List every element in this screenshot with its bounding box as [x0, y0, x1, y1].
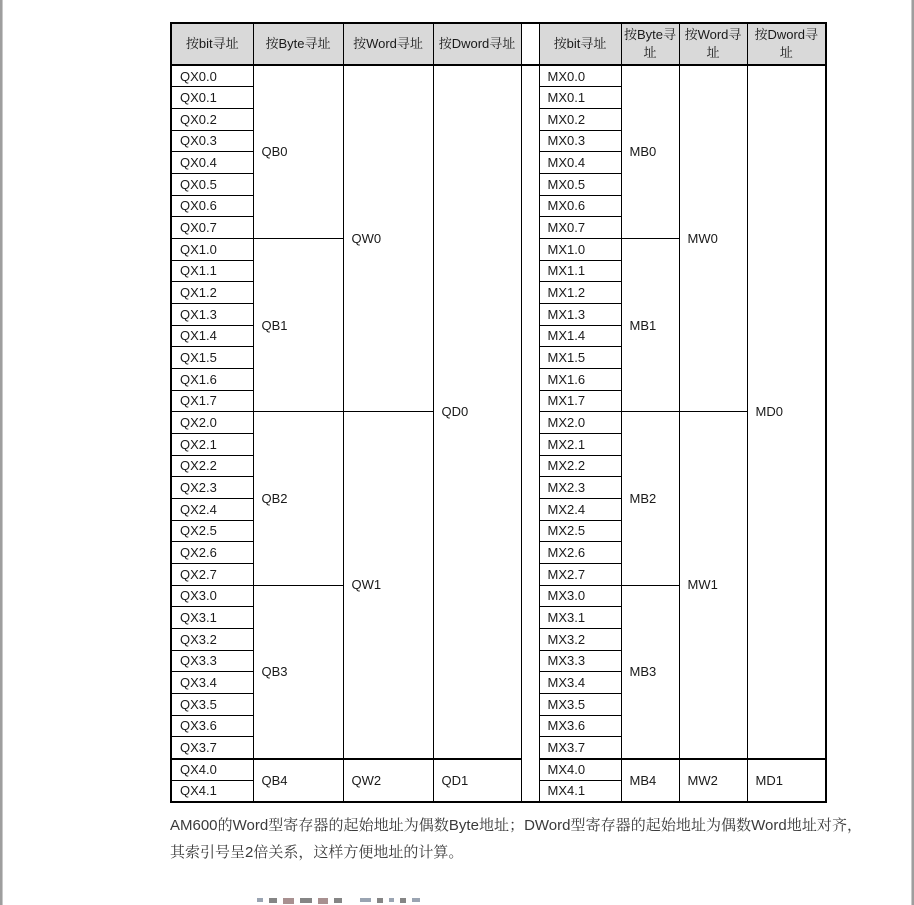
- bit-cell: QX1.2: [171, 282, 253, 304]
- dword-cell: QD0: [433, 65, 521, 759]
- bit-cell: QX4.0: [171, 759, 253, 781]
- bit-cell: MX1.2: [539, 282, 621, 304]
- bit-cell: MX3.0: [539, 585, 621, 607]
- bit-cell: MX1.1: [539, 260, 621, 282]
- clipped-glyph-fragment: [300, 898, 312, 903]
- bit-cell: MX2.5: [539, 520, 621, 542]
- bit-cell: QX1.5: [171, 347, 253, 369]
- bit-cell: QX3.4: [171, 672, 253, 694]
- bit-cell: MX2.6: [539, 542, 621, 564]
- clipped-glyph-fragment: [412, 898, 420, 902]
- bit-cell: MX2.0: [539, 412, 621, 434]
- word-cell: QW2: [343, 759, 433, 802]
- table-body: [171, 65, 826, 802]
- byte-cell: QB1: [253, 238, 343, 411]
- clipped-glyph-fragment: [318, 898, 328, 904]
- bit-cell: QX0.0: [171, 65, 253, 87]
- bit-cell: MX3.3: [539, 650, 621, 672]
- byte-cell: QB2: [253, 412, 343, 585]
- bit-cell: QX0.3: [171, 130, 253, 152]
- clipped-glyph-fragment: [283, 898, 294, 904]
- dword-cell: QD1: [433, 759, 521, 802]
- column-header: 按bit寻址: [171, 23, 253, 65]
- bit-cell: QX1.1: [171, 260, 253, 282]
- bit-cell: QX0.4: [171, 152, 253, 174]
- bit-cell: QX1.0: [171, 238, 253, 260]
- bit-cell: MX3.2: [539, 628, 621, 650]
- bit-cell: QX2.3: [171, 477, 253, 499]
- bit-cell: QX3.1: [171, 607, 253, 629]
- word-cell: QW1: [343, 412, 433, 759]
- word-cell: MW1: [679, 412, 747, 759]
- clipped-glyph-fragment: [377, 898, 383, 903]
- byte-cell: MB0: [621, 65, 679, 238]
- bit-cell: QX0.6: [171, 195, 253, 217]
- clipped-glyph-fragment: [360, 898, 371, 902]
- bit-cell: MX1.7: [539, 390, 621, 412]
- bit-cell: MX1.3: [539, 303, 621, 325]
- bit-cell: MX1.6: [539, 368, 621, 390]
- bit-cell: QX0.7: [171, 217, 253, 239]
- bit-cell: MX2.1: [539, 433, 621, 455]
- bit-cell: QX0.1: [171, 87, 253, 109]
- clipped-bottom-text: [257, 898, 426, 905]
- dword-cell: MD1: [747, 759, 826, 802]
- bit-cell: MX0.4: [539, 152, 621, 174]
- clipped-glyph-fragment: [334, 898, 342, 903]
- clipped-glyph-fragment: [389, 898, 394, 902]
- column-header: 按Byte寻址: [253, 23, 343, 65]
- column-header: 按bit寻址: [539, 23, 621, 65]
- column-header: 按Word寻址: [343, 23, 433, 65]
- word-cell: MW0: [679, 65, 747, 412]
- bit-cell: MX2.2: [539, 455, 621, 477]
- bit-cell: QX1.4: [171, 325, 253, 347]
- bit-cell: MX0.5: [539, 173, 621, 195]
- bit-cell: QX3.7: [171, 737, 253, 759]
- bit-cell: QX3.2: [171, 628, 253, 650]
- byte-cell: MB1: [621, 238, 679, 411]
- bit-cell: QX0.2: [171, 108, 253, 130]
- page-edge-left: [0, 0, 3, 905]
- table-header: [171, 23, 826, 65]
- clipped-glyph-fragment: [400, 898, 406, 903]
- bit-cell: MX0.3: [539, 130, 621, 152]
- bit-cell: MX1.0: [539, 238, 621, 260]
- bit-cell: MX3.4: [539, 672, 621, 694]
- bit-cell: QX2.6: [171, 542, 253, 564]
- byte-cell: MB4: [621, 759, 679, 802]
- bit-cell: QX2.7: [171, 563, 253, 585]
- bit-cell: MX3.5: [539, 693, 621, 715]
- gap-cell: [521, 65, 539, 802]
- bit-cell: QX2.1: [171, 433, 253, 455]
- bit-cell: QX3.3: [171, 650, 253, 672]
- table-row: [171, 759, 826, 781]
- header-row: [171, 23, 826, 65]
- bit-cell: QX2.2: [171, 455, 253, 477]
- bit-cell: MX0.0: [539, 65, 621, 87]
- bit-cell: MX2.4: [539, 498, 621, 520]
- bit-cell: MX0.7: [539, 217, 621, 239]
- addressing-table: [170, 22, 827, 803]
- column-header: 按Byte寻址: [621, 23, 679, 65]
- clipped-glyph-fragment: [269, 898, 277, 903]
- byte-cell: MB2: [621, 412, 679, 585]
- clipped-glyph-fragment: [257, 898, 263, 902]
- bit-cell: MX1.4: [539, 325, 621, 347]
- column-header: 按Word寻址: [679, 23, 747, 65]
- column-header: 按Dword寻址: [747, 23, 826, 65]
- gap-header-cell: [521, 23, 539, 65]
- bit-cell: QX3.5: [171, 693, 253, 715]
- bit-cell: QX3.0: [171, 585, 253, 607]
- bit-cell: QX2.5: [171, 520, 253, 542]
- byte-cell: QB4: [253, 759, 343, 802]
- dword-cell: MD0: [747, 65, 826, 759]
- column-header: 按Dword寻址: [433, 23, 521, 65]
- table-row: [171, 65, 826, 87]
- bit-cell: QX2.0: [171, 412, 253, 434]
- bit-cell: QX1.3: [171, 303, 253, 325]
- bit-cell: MX2.7: [539, 563, 621, 585]
- bit-cell: MX1.5: [539, 347, 621, 369]
- bit-cell: MX4.1: [539, 780, 621, 802]
- byte-cell: MB3: [621, 585, 679, 758]
- bit-cell: QX3.6: [171, 715, 253, 737]
- bit-cell: MX0.2: [539, 108, 621, 130]
- bit-cell: QX0.5: [171, 173, 253, 195]
- note-paragraph: AM600的Word型寄存器的起始地址为偶数Byte地址；DWord型寄存器的起始地址为偶数Word地址对齐，其索引号呈2倍关系，这样方便地址的计算。: [170, 817, 862, 861]
- bit-cell: QX1.6: [171, 368, 253, 390]
- bit-cell: MX3.6: [539, 715, 621, 737]
- bit-cell: QX4.1: [171, 780, 253, 802]
- bit-cell: MX3.7: [539, 737, 621, 759]
- bit-cell: MX3.1: [539, 607, 621, 629]
- bit-cell: MX4.0: [539, 759, 621, 781]
- bit-cell: MX0.1: [539, 87, 621, 109]
- word-cell: MW2: [679, 759, 747, 802]
- word-cell: QW0: [343, 65, 433, 412]
- bit-cell: MX2.3: [539, 477, 621, 499]
- bit-cell: QX2.4: [171, 498, 253, 520]
- bit-cell: QX1.7: [171, 390, 253, 412]
- byte-cell: QB3: [253, 585, 343, 758]
- byte-cell: QB0: [253, 65, 343, 238]
- bit-cell: MX0.6: [539, 195, 621, 217]
